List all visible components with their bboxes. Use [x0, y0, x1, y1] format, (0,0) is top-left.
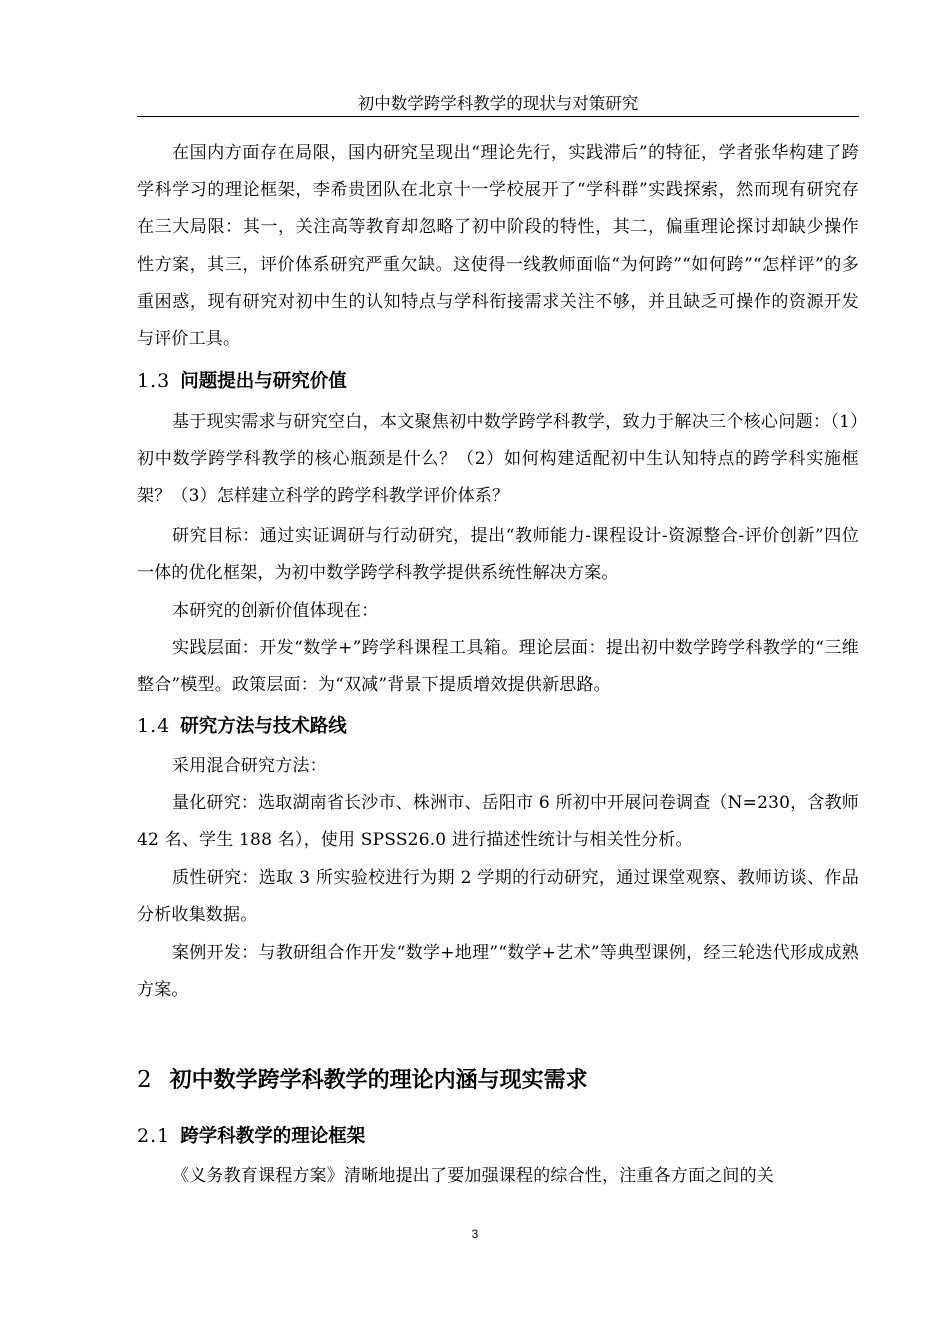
- body-paragraph: 研究目标：通过实证调研与行动研究，提出“教师能力-课程设计-资源整合-评价创新”四位一体的优化框架，为初中数学跨学科教学提供系统性解决方案。: [137, 526, 859, 584]
- chapter-title: 初中数学跨学科教学的理论内涵与现实需求: [169, 1068, 588, 1093]
- section-number: 1.3: [137, 370, 171, 392]
- body-paragraph: 在国内方面存在局限，国内研究呈现出“理论先行，实践滞后”的特征，学者张华构建了跨学科学习的理论框架，李希贵团队在北京十一学校展开了“学科群”实践探索，然而现有研究存在三大局限：其一，关注高等教育却忽略了初中阶段的特性，其二，偏重理论探讨却缺少操作性方案，其三，评价体系研究严重欠缺。这使得一线教师面临“为何跨”“如何跨”“怎样评”的多重困惑，现有研究对初中生的认知特点与学科衔接需求关注不够，并且缺乏可操作的资源开发与评价工具。: [137, 143, 859, 350]
- body-paragraph: 案例开发：与教研组合作开发“数学+地理”“数学+艺术”等典型课例，经三轮迭代形成成熟方案。: [137, 943, 859, 1001]
- body-paragraph: 质性研究：选取 3 所实验校进行为期 2 学期的行动研究，通过课堂观察、教师访谈、作品分析收集数据。: [137, 868, 859, 926]
- section-number: 2.1: [137, 1125, 171, 1147]
- body-paragraph: 本研究的创新价值体现在：: [172, 601, 379, 621]
- body-paragraph: 基于现实需求与研究空白，本文聚焦初中数学跨学科教学，致力于解决三个核心问题：（1）初中数学跨学科教学的核心瓶颈是什么？（2）如何构建适配初中生认知特点的跨学科实施框架？（3）怎样建立科学的跨学科教学评价体系？: [137, 412, 859, 507]
- page-number: 3: [471, 1227, 479, 1241]
- section-heading-1-3: [137, 366, 859, 397]
- body-paragraph: 采用混合研究方法：: [172, 756, 327, 776]
- body-paragraph: 《义务教育课程方案》清晰地提出了要加强课程的综合性，注重各方面之间的关: [172, 1166, 774, 1186]
- body-paragraph: 实践层面：开发“数学+”跨学科课程工具箱。理论层面：提出初中数学跨学科教学的“三维整合”模型。政策层面：为“双减”背景下提质增效提供新思路。: [137, 638, 859, 696]
- body-paragraph: 量化研究：选取湖南省长沙市、株洲市、岳阳市 6 所初中开展问卷调查（N=230，含教师 42 名、学生 188 名），使用 SPSS26.0 进行描述性统计与相关性分析。: [137, 793, 859, 851]
- section-number: 1.4: [137, 715, 171, 737]
- chapter-number: 2: [137, 1067, 152, 1093]
- section-title: 跨学科教学的理论框架: [180, 1126, 366, 1147]
- section-heading-2-1: [137, 1121, 859, 1152]
- section-heading-1-4: [137, 711, 859, 742]
- section-title: 问题提出与研究价值: [180, 371, 347, 392]
- section-title: 研究方法与技术路线: [180, 716, 347, 737]
- running-header: 初中数学跨学科教学的现状与对策研究: [137, 92, 859, 117]
- chapter-heading-2: [137, 1063, 859, 1098]
